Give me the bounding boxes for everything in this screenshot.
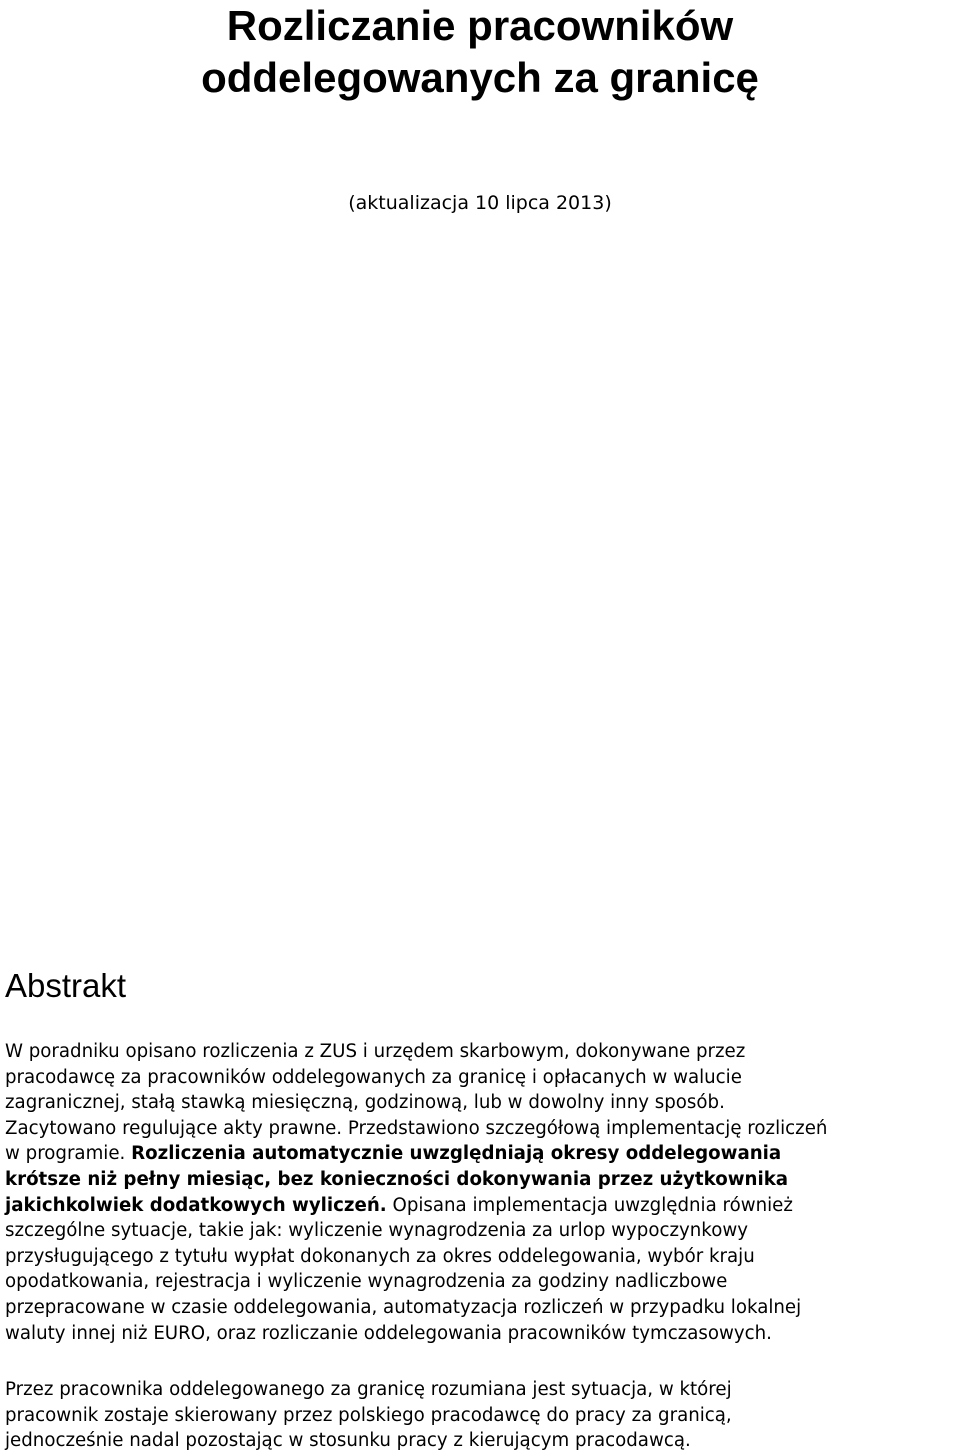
definition-paragraph [5,1377,960,1454]
abstract-line: zagranicznej, stałą stawką miesięczną, godzinową, lub w dowolny inny sposób. [5,1092,725,1114]
definition-line: jednocześnie nadal pozostając w stosunku pracy z kierującym pracodawcą. [5,1430,691,1452]
abstract-bold-text: jakichkolwiek dodatkowych wyliczeń. [5,1194,387,1216]
abstract-line [5,1141,960,1167]
abstract-line: przysługującego z tytułu wypłat dokonanych za okres oddelegowania, wybór kraju [5,1245,755,1267]
title-line-2: oddelegowanych za granicę [201,54,759,101]
abstract-paragraph [5,1039,960,1346]
abstract-line: W poradniku opisano rozliczenia z ZUS i urzędem skarbowym, dokonywane przez [5,1041,746,1062]
abstract-line: szczególne sytuacje, takie jak: wyliczenie wynagrodzenia za urlop wypoczynkowy [5,1220,748,1242]
abstract-bold-text: krótsze niż pełny miesiąc, bez konieczności dokonywania przez użytkownika [5,1168,789,1190]
abstract-text: w programie. [5,1143,132,1165]
definition-line: Przez pracownika oddelegowanego za granicę rozumiana jest sytuacja, w której [5,1379,732,1400]
document-subtitle: (aktualizacja 10 lipca 2013) [348,192,612,214]
abstract-line: waluty innej niż EURO, oraz rozliczanie oddelegowania pracowników tymczasowych. [5,1322,772,1344]
abstract-line: opodatkowania, rejestracja i wyliczenie wynagrodzenia za godziny nadliczbowe [5,1271,728,1293]
abstract-line: przepracowane w czasie oddelegowania, automatyzacja rozliczeń w przypadku lokalnej [5,1296,802,1318]
abstract-line [5,1167,960,1193]
abstract-heading: Abstrakt [5,967,127,1004]
document-title [0,0,960,104]
abstract-line [5,1193,960,1219]
abstract-line: Zacytowano regulujące akty prawne. Przedstawiono szczegółową implementację rozliczeń [5,1117,828,1139]
abstract-text: Opisana implementacja uwzględnia również [386,1194,793,1216]
title-line-1: Rozliczanie pracowników [226,2,734,49]
definition-line: pracownik zostaje skierowany przez polskiego pracodawcę do pracy za granicą, [5,1404,732,1426]
abstract-line: pracodawcę za pracowników oddelegowanych za granicę i opłacanych w walucie [5,1066,742,1088]
abstract-bold-text: Rozliczenia automatycznie uwzględniają okresy oddelegowania [131,1143,782,1165]
